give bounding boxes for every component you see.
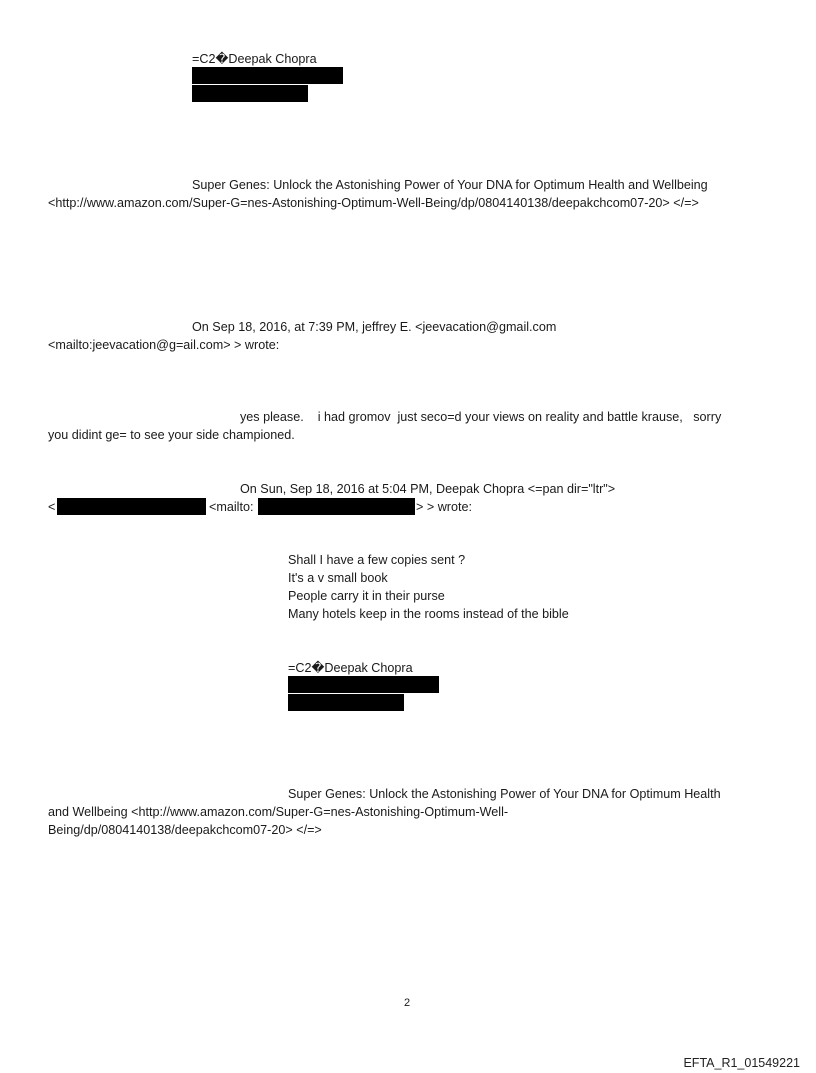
reply-header-mailto[interactable]: <mailto:jeevacation@g=ail.com> > wrote: xyxy=(48,338,280,352)
quote-body-line: Many hotels keep in the rooms instead of the bible xyxy=(288,607,569,621)
book-title-line: Super Genes: Unlock the Astonishing Power of Your DNA for Optimum Health and Wellbeing xyxy=(192,178,708,192)
quote-body-line: People carry it in their purse xyxy=(288,589,445,603)
quote-header-bracket: < xyxy=(48,500,56,514)
quote-header-line: On Sun, Sep 18, 2016 at 5:04 PM, Deepak Chopra <=pan dir="ltr"> xyxy=(240,482,616,496)
reply-body-line: you didint ge= to see your side championed. xyxy=(48,428,295,442)
signature-name: =C2�Deepak Chopra xyxy=(192,52,317,66)
document-id: EFTA_R1_01549221 xyxy=(683,1056,800,1070)
redaction-bar xyxy=(258,498,415,515)
page-number: 2 xyxy=(404,997,411,1009)
redaction-bar xyxy=(288,676,439,693)
redaction-bar xyxy=(192,67,343,84)
book-link-line[interactable]: Being/dp/0804140138/deepakchcom07-20> </=> xyxy=(48,823,322,837)
book-link-line[interactable]: and Wellbeing <http://www.amazon.com/Super-G=nes-Astonishing-Optimum-Well- xyxy=(48,805,509,819)
redaction-bar xyxy=(192,85,308,102)
quote-header-mailto[interactable]: <mailto: xyxy=(209,500,254,514)
signature-name: =C2�Deepak Chopra xyxy=(288,661,413,675)
book-link-line[interactable]: <http://www.amazon.com/Super-G=nes-Astonishing-Optimum-Well-Being/dp/0804140138/deepakchcom07-20> </=> xyxy=(48,196,699,210)
redaction-bar xyxy=(57,498,206,515)
reply-header-line: On Sep 18, 2016, at 7:39 PM, jeffrey E. <jeevacation@gmail.com xyxy=(192,320,557,334)
redaction-bar xyxy=(288,694,404,711)
quote-body-line: It's a v small book xyxy=(288,571,388,585)
quote-body-line: Shall I have a few copies sent ? xyxy=(288,553,466,567)
quote-header-wrote: > > wrote: xyxy=(416,500,473,514)
reply-body-line: yes please. i had gromov just seco=d your views on reality and battle krause, sorry xyxy=(240,410,722,424)
book-title-line: Super Genes: Unlock the Astonishing Power of Your DNA for Optimum Health xyxy=(288,787,721,801)
